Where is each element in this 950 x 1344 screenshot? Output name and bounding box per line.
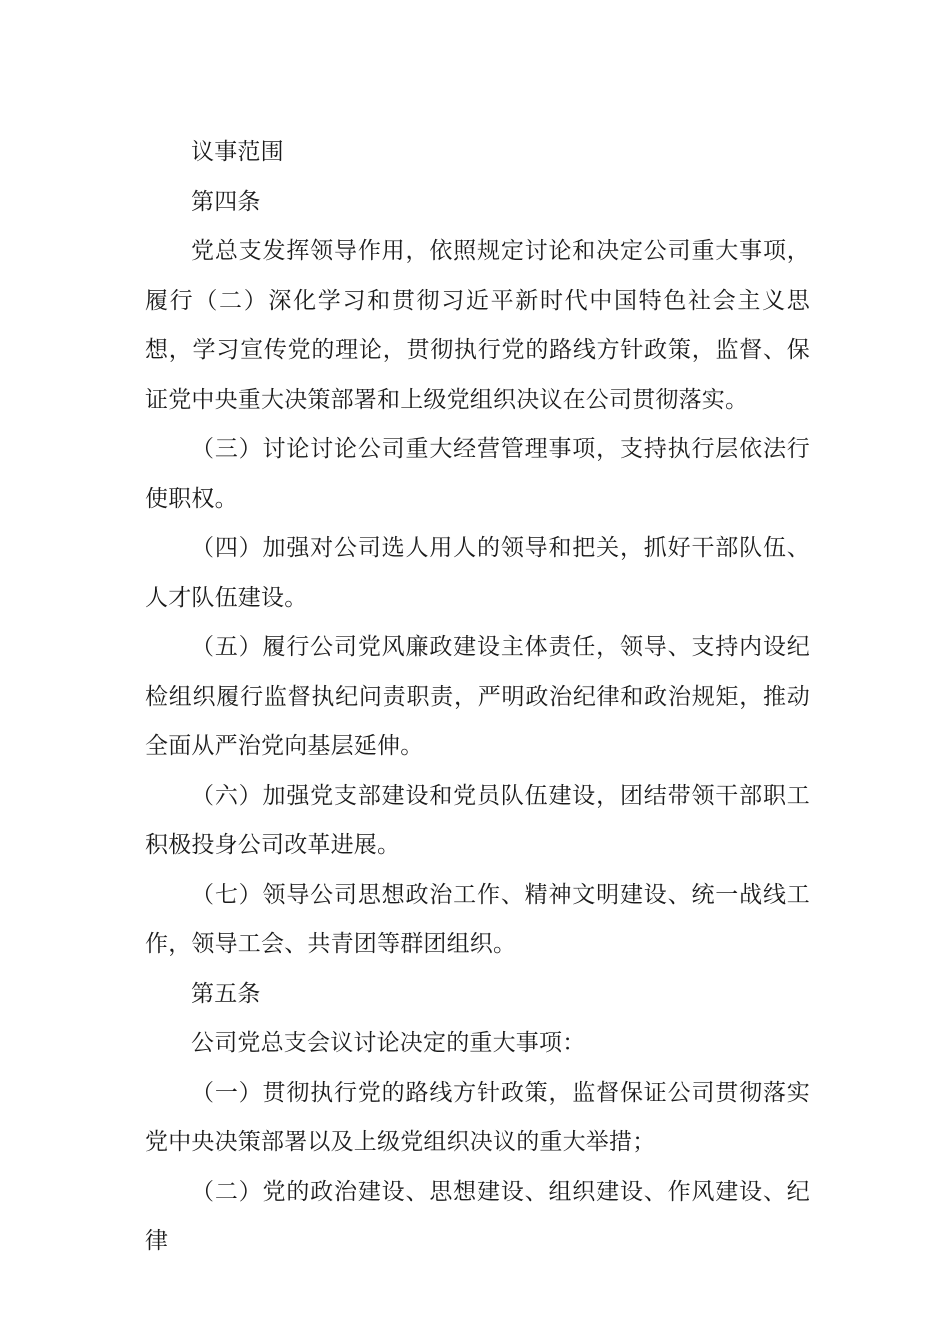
paragraph: 党总支发挥领导作用，依照规定讨论和决定公司重大事项，履行（二）深化学习和贯彻习近平新时代中国特色社会主义思想，学习宣传党的理论，贯彻执行党的路线方针政策，监督、保证党中央重大决策部署和上级党组织决议在公司贯彻落实。 bbox=[145, 238, 810, 413]
paragraph: 公司党总支会议讨论决定的重大事项： bbox=[191, 1030, 586, 1056]
paragraph: （七）领导公司思想政治工作、精神文明建设、统一战线工作，领导工会、共青团等群团组织。 bbox=[145, 881, 810, 957]
paragraph: （六）加强党支部建设和党员队伍建设，团结带领干部职工积极投身公司改革进展。 bbox=[145, 782, 810, 858]
paragraph: （二）党的政治建设、思想建设、组织建设、作风建设、纪律 bbox=[145, 1178, 810, 1254]
paragraph: （三）讨论讨论公司重大经营管理事项，支持执行层依法行使职权。 bbox=[145, 436, 810, 512]
document-body bbox=[145, 128, 810, 1267]
paragraph: （五）履行公司党风廉政建设主体责任，领导、支持内设纪检组织履行监督执纪问责职责，严明政治纪律和政治规矩，推动全面从严治党向基层延伸。 bbox=[145, 634, 810, 759]
article-heading-5: 第五条 bbox=[191, 980, 261, 1007]
paragraph: （一）贯彻执行党的路线方针政策，监督保证公司贯彻落实党中央决策部署以及上级党组织决议的重大举措； bbox=[145, 1079, 810, 1155]
paragraph: （四）加强对公司选人用人的领导和把关，抓好干部队伍、人才队伍建设。 bbox=[145, 535, 810, 611]
section-heading-scope: 议事范围 bbox=[191, 139, 284, 165]
article-heading-4: 第四条 bbox=[191, 188, 261, 215]
